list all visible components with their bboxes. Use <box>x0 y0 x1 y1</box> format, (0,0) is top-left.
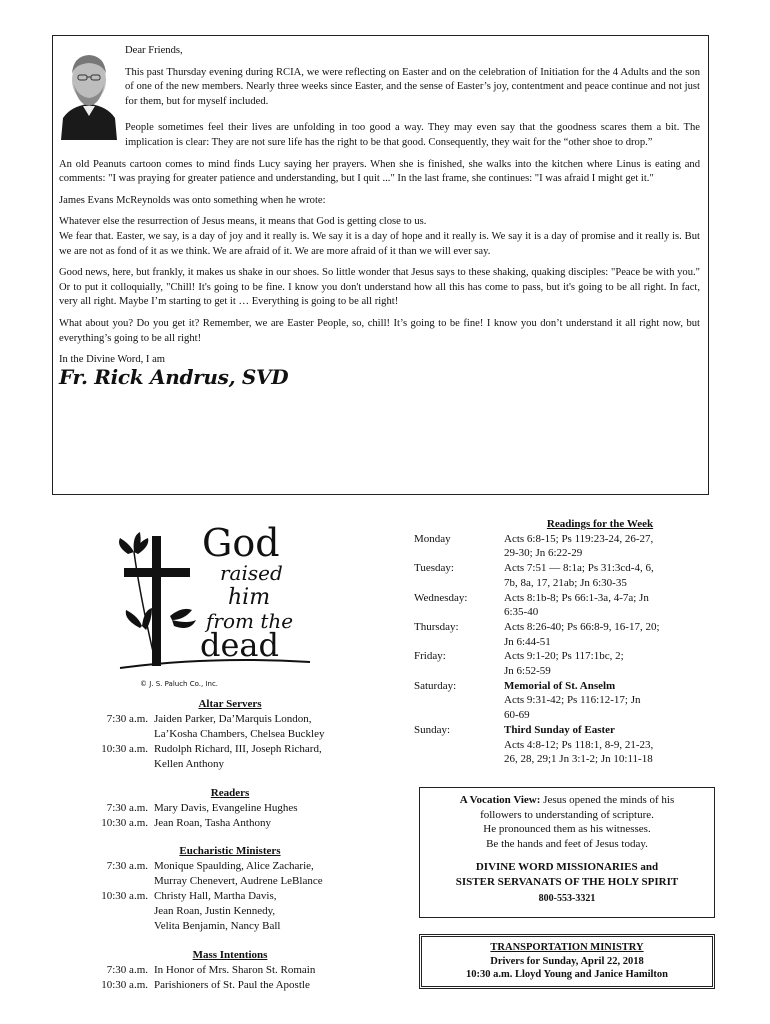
reading-day: Wednesday: Acts 8:1b-8; Ps 66:1-3a, 4-7a; Jn 6:35-40 <box>414 591 649 619</box>
vocation-line: Be the hands and feet of Jesus today. <box>486 837 648 850</box>
schedule-row: 7:30 a.m. Jaiden Parker, Da’Marquis London, <box>106 713 312 725</box>
reading-day: Friday: Acts 9:1-20; Ps 117:1bc, 2; Jn 6:52-59 <box>414 650 624 678</box>
section-title: Eucharistic Ministers <box>179 845 281 857</box>
pastor-photo <box>59 44 119 140</box>
letter-greeting: Dear Friends, <box>125 45 183 56</box>
vocation-org: SISTER SERVANATS OF THE HOLY SPIRIT <box>455 875 679 888</box>
reading-day: Monday Acts 6:8-15; Ps 119:23-24, 26-27, 29-30; Jn 6:22-29 <box>414 532 654 560</box>
schedule-row: 10:30 a.m. Jean Roan, Tasha Anthony <box>101 817 271 829</box>
schedule-row: 10:30 a.m. Christy Hall, Martha Davis, <box>101 890 277 902</box>
pastor-letter <box>52 35 709 495</box>
section-title: Altar Servers <box>198 698 262 710</box>
section-title: Readings for the Week <box>546 518 654 530</box>
graphic-word: dead <box>200 626 279 664</box>
schedule-row: 7:30 a.m. Monique Spaulding, Alice Zacharie, <box>106 860 314 872</box>
schedule-row: La’Kosha Chambers, Chelsea Buckley <box>154 728 325 740</box>
letter-paragraph: James Evans McReynolds was onto something when he wrote: <box>59 194 326 206</box>
schedule-row: 7:30 a.m. In Honor of Mrs. Sharon St. Romain <box>106 964 316 976</box>
letter-paragraph: People sometimes feel their lives are unfolding in too good a way. They may even say that the goodness scares them a bit. The implication is clear: They are not sure life has the right to be that good. Consequently, they wait for the “other shoe to drop.” <box>125 122 700 148</box>
vocation-line: He pronounced them as his witnesses. <box>483 823 651 836</box>
schedule-row: Velita Benjamin, Nancy Ball <box>154 920 281 932</box>
graphic-word: from the <box>206 609 294 633</box>
graphic-word: raised <box>220 561 283 585</box>
reading-day: Sunday: Third Sunday of Easter Acts 4:8-12; Ps 118:1, 8-9, 21-23, 26, 28, 29;1 Jn 3:1-2; Jn 10:11-18 <box>414 723 654 766</box>
graphic-word: him <box>228 585 271 610</box>
eucharistic-ministers-section <box>80 844 380 934</box>
schedule-row: Murray Chenevert, Audrene LeBlance <box>154 875 323 887</box>
graphic-word: God <box>202 521 280 565</box>
schedule-row: Kellen Anthony <box>154 758 224 770</box>
god-raised-him-graphic <box>110 516 320 694</box>
vocation-line: A Vocation View: Jesus opened the minds of his <box>459 794 675 806</box>
schedule-row: 10:30 a.m. Parishioners of St. Paul the Apostle <box>101 979 310 991</box>
section-title: Readers <box>210 787 250 799</box>
letter-paragraph: We fear that. Easter, we say, is a day of joy and it really is. We say it is a day of hope and it really is. We say it is a day of promise and it really is. But we are not as fond of it as we think. We are afraid of it. We are more afraid of it than we will ever say. <box>59 230 700 257</box>
altar-servers-section <box>80 697 380 772</box>
reading-day: Saturday: Memorial of St. Anselm Acts 9:31-42; Ps 116:12-17; Jn 60-69 <box>414 679 641 722</box>
readers-section <box>80 786 380 831</box>
schedule-row: Jean Roan, Justin Kennedy, <box>154 905 276 917</box>
mass-intentions-section <box>80 948 380 993</box>
vocation-phone: 800-553-3321 <box>538 892 596 904</box>
vocation-line: followers to understanding of scripture. <box>480 808 654 821</box>
letter-closing: In the Divine Word, I am <box>59 354 166 366</box>
transport-line: 10:30 a.m. Lloyd Young and Janice Hamilton <box>465 969 669 980</box>
letter-paragraph <box>59 215 700 230</box>
transport-line: Drivers for Sunday, April 22, 2018 <box>490 955 644 967</box>
reading-day: Tuesday: Acts 7:51 — 8:1a; Ps 31:3cd-4, 6, 7b, 8a, 17, 21ab; Jn 6:30-35 <box>414 562 654 589</box>
signature: Fr. Rick Andrus, SVD <box>59 364 289 389</box>
graphic-credit: © J. S. Paluch Co., Inc. <box>140 680 219 688</box>
reading-day: Thursday: Acts 8:26-40; Ps 66:8-9, 16-17, 20; Jn 6:44-51 <box>414 620 660 648</box>
letter-paragraph: This past Thursday evening during RCIA, we were reflecting on Easter and on the celebration of Initiation for the 4 Adults and the son of one of the new members. Nearly three weeks since Easter, and the sense of Easter’s joy, contentment and peace continue and not just for them, but for myself included. <box>125 66 700 107</box>
quote-line: Whatever else the resurrection of Jesus means, it means that God is getting close to us. <box>59 216 427 228</box>
transport-title: TRANSPORTATION MINISTRY <box>490 942 644 953</box>
schedule-row: 10:30 a.m. Rudolph Richard, III, Joseph Richard, <box>101 743 322 755</box>
section-title: Mass Intentions <box>192 949 268 961</box>
letter-paragraph: Good news, here, but frankly, it makes us shake in our shoes. So little wonder that Jesus says to these shaking, quaking disciples: "Peace be with you." Or to put it colloquially, "Chill! It's going to be fine. I know you don't understand how all this has come to pass, but it's going to be all right. In fact, very all right. Maybe I’m starting to get it … Everything is going to be all right! <box>59 267 700 308</box>
vocation-view-box <box>419 787 715 918</box>
letter-paragraph: An old Peanuts cartoon comes to mind finds Lucy saying her prayers. When she is finished, she walks into the kitchen where Linus is eating and comments: "I was praying for greater patience and understanding, but I quit ..." In the last frame, she continues: "I was afraid I might get it." <box>59 158 700 185</box>
readings-section <box>414 517 714 767</box>
vocation-org: DIVINE WORD MISSIONARIES and <box>475 861 659 874</box>
letter-paragraph: What about you? Do you get it? Remember, we are Easter People, so, chill! It’s going to be fine! I know you don’t understand it all right now, but everything’s going to be all right! <box>59 317 700 344</box>
schedule-row: 7:30 a.m. Mary Davis, Evangeline Hughes <box>106 802 298 814</box>
transportation-ministry-box <box>419 934 715 989</box>
